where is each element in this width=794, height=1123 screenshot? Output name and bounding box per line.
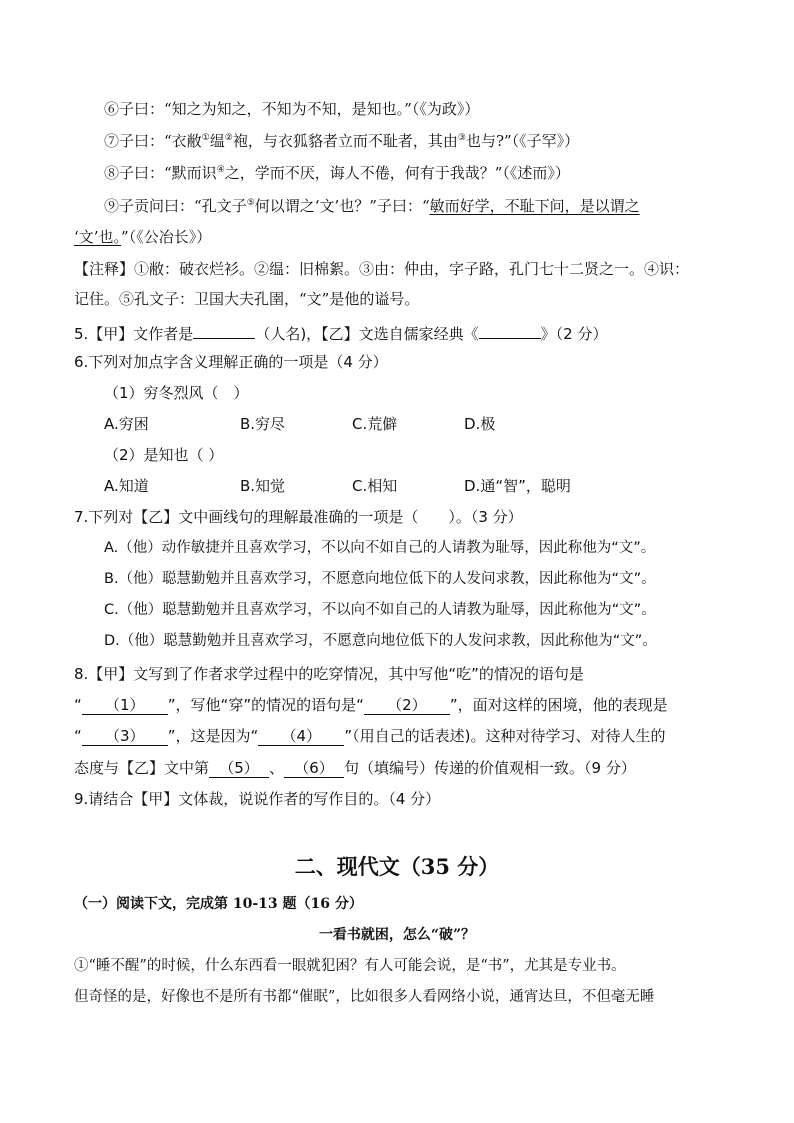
article-paragraph-line-2: 但奇怪的是，好像也不是所有书都“催眠”，比如很多人看网络小说，通宵达旦，不但毫无睡: [74, 989, 655, 1005]
question-6-stem: 6.下列对加点字含义理解正确的一项是（4 分）: [74, 353, 388, 371]
question-text: ”，写他“穿”的情况的语句是“: [167, 696, 364, 714]
question-8-line-3: [74, 725, 665, 747]
quote-text: 子曰：“默而识: [119, 164, 217, 182]
question-text: ”，面对这样的困境，他的表现是: [449, 696, 668, 714]
question-text: ”（用自己的话表述)。这种对待学习、对待人生的: [344, 727, 666, 745]
quote-text: 子曰：“衣敝: [119, 132, 202, 150]
question-9: 9.请结合【甲】文体裁，说说作者的写作目的。（4 分）: [74, 790, 441, 808]
quote-6: [104, 98, 479, 120]
quote-text: 缊: [209, 132, 225, 150]
quote-text: 何以谓之‘文’也？”子曰：“: [254, 197, 430, 215]
question-5: [74, 320, 607, 345]
answer-blank-1[interactable]: （1）: [82, 696, 168, 715]
quote-number: ⑦: [104, 132, 120, 150]
part-heading: （一）阅读下文，完成第 10-13 题（16 分）: [74, 896, 363, 912]
answer-blank-3[interactable]: （3）: [82, 727, 168, 746]
answer-blank-5[interactable]: （5）: [209, 759, 269, 778]
section-title: 二、现代文（35 分）: [294, 854, 500, 879]
note-ref: ④: [216, 165, 225, 175]
quote-number: ⑨: [104, 197, 120, 215]
option-b[interactable]: B.穷尽: [240, 415, 286, 433]
question-6-sub-1: （1）穷冬烈风（ ）: [104, 384, 249, 402]
option-a[interactable]: A.知道: [104, 477, 149, 495]
question-text: 、: [269, 759, 285, 777]
underlined-sentence: ‘文’也。: [74, 228, 122, 246]
notes-line-2: 记住。⑤孔文子：卫国大夫孔圉，“文”是他的谥号。: [74, 290, 420, 308]
answer-blank[interactable]: [479, 320, 541, 339]
quote-9: [104, 195, 640, 220]
article-title: 一看书就困，怎么“破”？: [318, 927, 476, 943]
quote-text: 之，学而不厌，诲人不倦，何有于我哉？”（《述而》）: [224, 164, 570, 182]
answer-blank-2[interactable]: （2）: [364, 696, 450, 715]
article-paragraph-line-1: ①“睡不醒”的时候，什么东西看一眼就犯困？有人可能会说，是“书”，尤其是专业书。: [74, 958, 626, 974]
question-7-option-b[interactable]: B.（他）聪慧勤勉并且喜欢学习，不愿意向地位低下的人发问求教，因此称他为“文”。: [104, 571, 656, 587]
question-7-stem: 7.下列对【乙】文中画线句的理解最准确的一项是（ ）。（3 分）: [74, 508, 523, 526]
option-a[interactable]: A.穷困: [104, 415, 149, 433]
answer-blank-6[interactable]: （6）: [284, 759, 344, 778]
option-c[interactable]: C.相知: [352, 477, 398, 495]
question-7-option-d[interactable]: D.（他）聪慧勤勉并且喜欢学习，不愿意向地位低下的人发问求教，因此称他为“文”。: [104, 633, 657, 649]
quote-7: [104, 130, 579, 155]
quote-text: 也与?”（《子罕》）: [465, 132, 580, 150]
quote-text: ”（《公冶长》）: [121, 228, 212, 246]
note-ref: ⑤: [246, 198, 255, 208]
question-text: ”，这是因为“: [167, 727, 259, 745]
option-b[interactable]: B.知觉: [240, 477, 286, 495]
note-ref: ③: [457, 133, 466, 143]
answer-blank-4[interactable]: （4）: [258, 727, 344, 746]
question-8-line-2: [74, 694, 668, 716]
quote-text: 子贡问曰：“孔文子: [119, 197, 247, 215]
quote-9-cont: [74, 226, 211, 248]
quote-8: [104, 162, 570, 187]
note-ref: ①: [201, 133, 210, 143]
quote-mark: “: [74, 696, 82, 714]
underlined-sentence: 敏而好学，不耻下问，是以谓之: [429, 197, 640, 215]
question-text: 态度与【乙】文中第: [74, 759, 210, 777]
question-text: （人名)，【乙】文选自儒家经典《: [255, 325, 479, 343]
question-8-line-4: [74, 757, 636, 779]
question-text: 5.【甲】文作者是: [74, 325, 194, 343]
question-7-option-a[interactable]: A.（他）动作敏捷并且喜欢学习，不以向不如自己的人请教为耻辱，因此称他为“文”。: [104, 540, 656, 556]
quote-number: ⑥: [104, 100, 120, 118]
question-7-option-c[interactable]: C.（他）聪慧勤勉并且喜欢学习，不以向不如自己的人请教为耻辱，因此称他为“文”。: [104, 602, 656, 618]
quote-text: 袍，与衣狐貉者立而不耻者，其由: [232, 132, 458, 150]
option-c[interactable]: C.荒僻: [352, 415, 398, 433]
answer-blank[interactable]: [193, 320, 255, 339]
question-8-line-1: 8.【甲】文写到了作者求学过程中的吃穿情况，其中写他“吃”的情况的语句是: [74, 665, 584, 683]
question-text: 》（2 分）: [540, 325, 608, 343]
question-text: 句（填编号）传递的价值观相一致。（9 分）: [344, 759, 636, 777]
quote-number: ⑧: [104, 164, 120, 182]
quote-mark: “: [74, 727, 82, 745]
quote-text: 子曰：“知之为知之，不知为不知，是知也。”（《为政》）: [119, 100, 480, 118]
note-ref: ②: [224, 133, 233, 143]
option-d[interactable]: D.极: [464, 415, 496, 433]
question-6-sub-2: （2）是知也（ ）: [104, 446, 224, 464]
option-d[interactable]: D.通“智”，聪明: [464, 477, 571, 495]
notes-line-1: 【注释】①敝：破衣烂衫。②缊：旧棉絮。③由：仲由，字子路，孔门七十二贤之一。④识：: [74, 260, 690, 278]
